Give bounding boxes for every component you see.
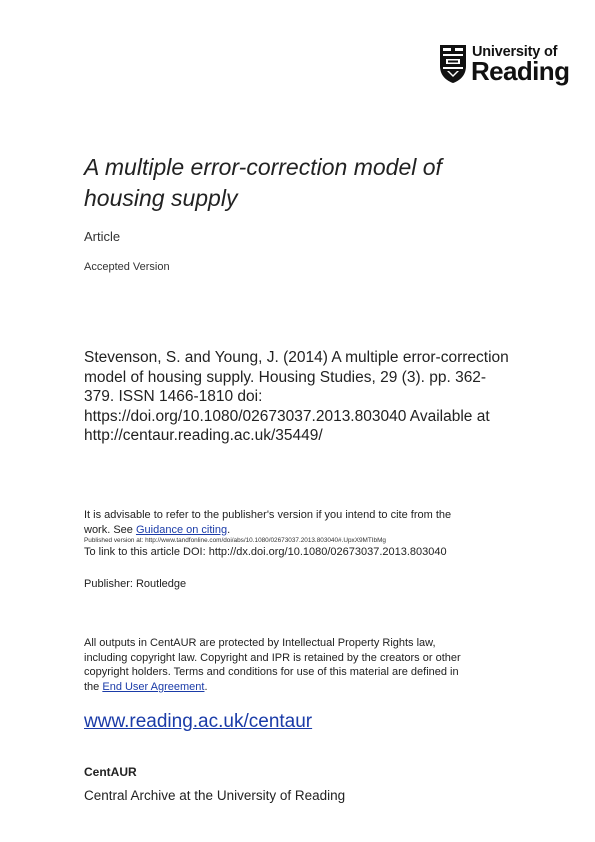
published-version-note: Published version at: http://www.tandfonline.com/doi/abs/10.1080/02673037.2013.803040#.UpxX9MTIbMg: [84, 537, 386, 544]
document-version: Accepted Version: [84, 261, 170, 273]
advice-prefix: work. See: [84, 524, 136, 536]
ipr-line1: All outputs in CentAUR are protected by Intellectual Property Rights law,: [84, 637, 436, 649]
centaur-heading: CentAUR: [84, 765, 137, 779]
publisher: Publisher: Routledge: [84, 578, 187, 590]
ipr-line3: copyright holders. Terms and conditions for use of this material are defined in: [84, 666, 459, 679]
citation-line: model of housing supply. Housing Studies, 29 (3). pp. 362-: [84, 368, 487, 386]
guidance-on-citing-link[interactable]: Guidance on citing: [135, 524, 228, 536]
centaur-website-link[interactable]: www.reading.ac.uk/centaur: [84, 711, 313, 732]
logo-text-line2: Reading: [471, 56, 570, 86]
citation-line: Stevenson, S. and Young, J. (2014) A multiple error-correction: [84, 349, 509, 366]
logo-text-line1: University of: [472, 44, 558, 60]
document-type: Article: [84, 229, 121, 244]
advice-line1: It is advisable to refer to the publisher's version if you intend to cite from the: [84, 509, 452, 521]
advice-suffix: .: [227, 524, 231, 536]
end-user-agreement-link[interactable]: End User Agreement: [102, 680, 205, 693]
article-title-line2: housing supply: [84, 185, 238, 211]
citation-line: http://centaur.reading.ac.uk/35449/: [84, 427, 323, 444]
article-title-line1: A multiple error-correction model of: [84, 154, 442, 180]
university-logo: [439, 44, 570, 86]
university-crest-icon: [439, 44, 467, 84]
ipr-suffix: .: [204, 680, 208, 693]
citation-advice: [84, 508, 564, 538]
citation-line: 379. ISSN 1466-1810 doi:: [84, 388, 263, 405]
centaur-description: Central Archive at the University of Reading: [84, 788, 346, 803]
ipr-line4: [84, 680, 564, 695]
ipr-prefix: the: [84, 680, 103, 693]
doi-link-text: To link to this article DOI: http://dx.doi.org/10.1080/02673037.2013.803040: [84, 546, 447, 558]
citation-line: https://doi.org/10.1080/02673037.2013.803040 Available at: [84, 407, 490, 425]
advice-line2: [84, 523, 564, 538]
citation-block: [84, 348, 564, 446]
article-title: [84, 152, 524, 214]
ipr-line2: including copyright law. Copyright and IPR is retained by the creators or other: [84, 651, 461, 664]
ipr-notice: [84, 636, 564, 694]
